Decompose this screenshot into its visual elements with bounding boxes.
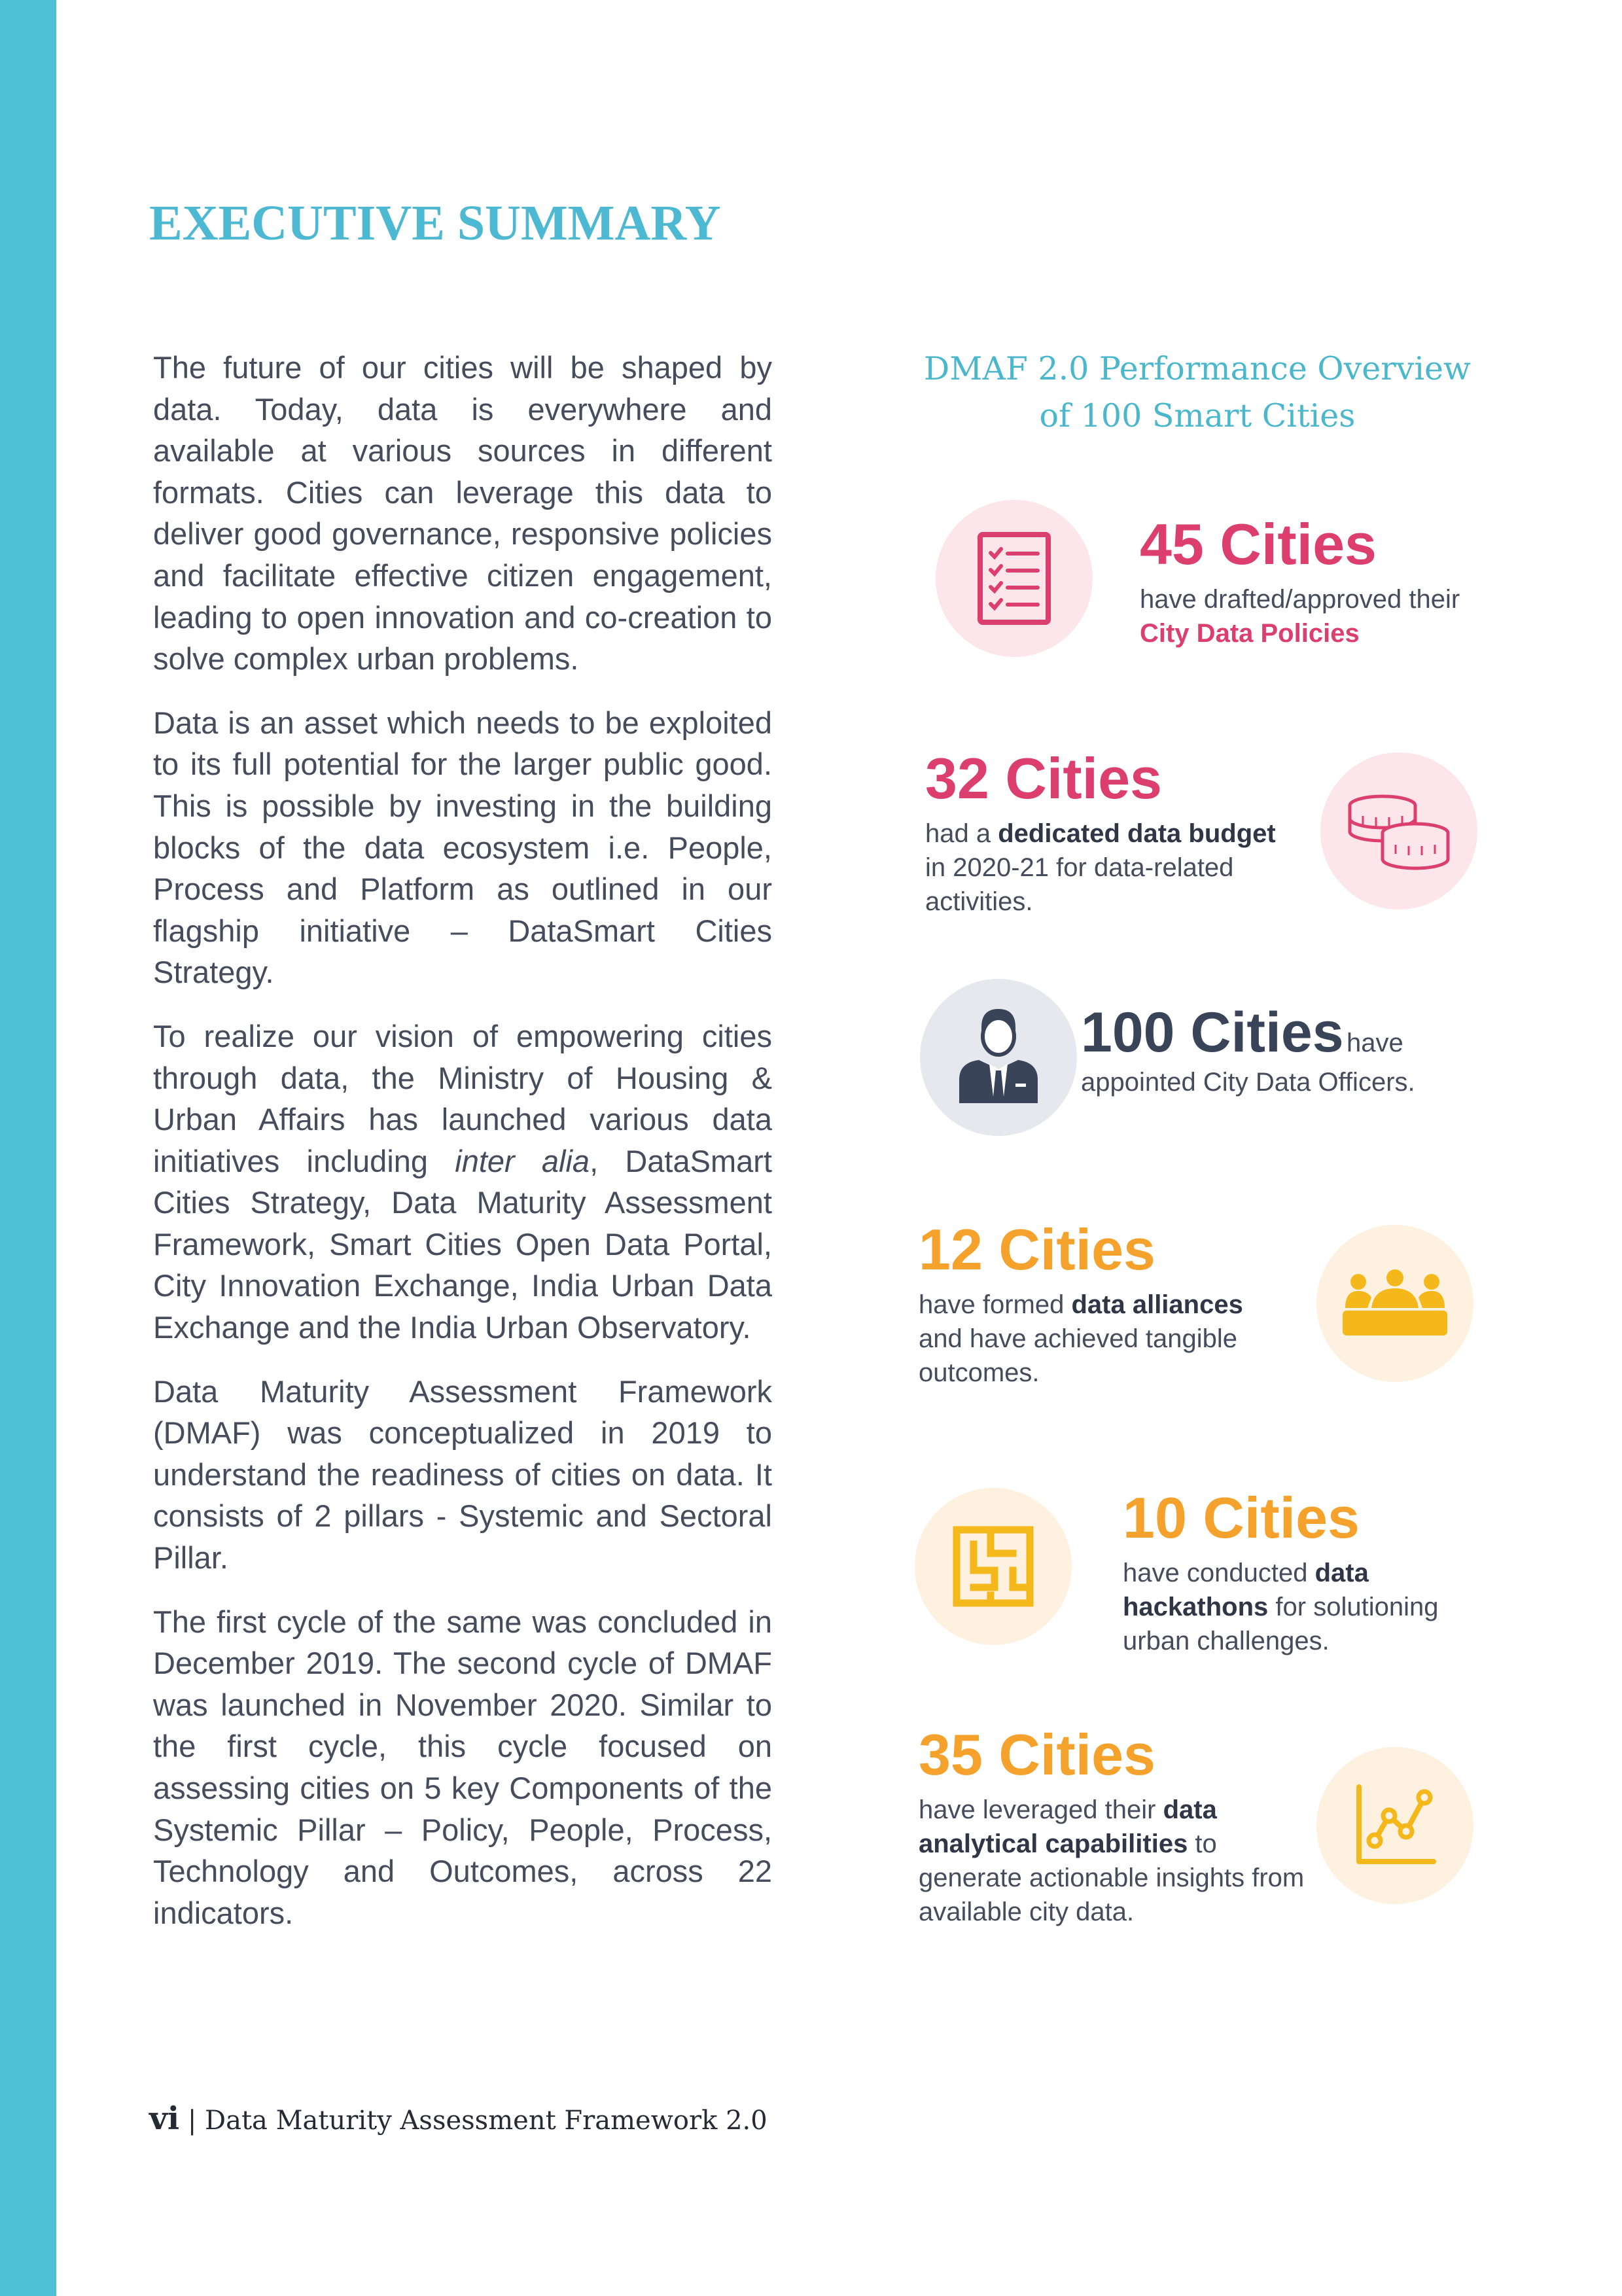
paragraph: The future of our cities will be shaped by data. Today, data is everywhere and available at various sources in different formats. Cities can leverage this data to deliver good governance, responsive policies and facilitate effective citizen engagement, leading to open innovation and co-creation to solve complex urban problems. (153, 350, 772, 677)
page-title: EXECUTIVE SUMMARY (149, 196, 721, 251)
stat-analytical-capabilities: 35 Cities have leveraged their data analytical capabilities to generate actionable insights from available city data. (919, 1722, 1305, 1926)
stat-hackathons: 10 Cities have conducted data hackathons for solutioning urban challenges. (1123, 1485, 1439, 1655)
paragraph: The first cycle of the same was concluded in December 2019. The second cycle of DMAF was launched in November 2020. Similar to the first cycle, this cycle focused on assessing cities on 5 key Components of the Systemic Pillar – Policy, People, Process, Technology and Outcomes, across 22 indicators. (153, 1604, 772, 1930)
stat-city-data-policies: 45 Cities have drafted/approved their City Data Policies (1140, 512, 1460, 648)
stat-data-budget: 32 Cities had a dedicated data budget in 2020-21 for data-related activities. (925, 746, 1276, 916)
page-footer: vi | Data Maturity Assessment Framework 2.0 (149, 2100, 767, 2137)
group-icon (1316, 1225, 1473, 1382)
officer-icon (920, 979, 1077, 1136)
document-title: Data Maturity Assessment Framework 2.0 (205, 2106, 767, 2136)
coins-icon (1320, 752, 1477, 910)
summary-body (153, 347, 772, 1956)
line-chart-icon (1316, 1747, 1473, 1904)
stat-city-data-officers: 100 Cities have appointed City Data Officers. (1081, 1001, 1415, 1097)
paragraph: Data is an asset which needs to be exploited to its full potential for the larger public good. This is possible by investing in the building blocks of the data ecosystem i.e. People, Process and Platform as outlined in our flagship initiative – DataSmart Cities Strategy. (153, 705, 772, 990)
side-accent-bar (0, 0, 56, 2296)
paragraph: Data Maturity Assessment Framework (DMAF) was conceptualized in 2019 to understand the readiness of cities on data. It consists of 2 pillars - Systemic and Sectoral Pillar. (153, 1373, 772, 1576)
paragraph: To realize our vision of empowering cities through data, the Ministry of Housing & Urban Affairs has launched various data initiatives including inter alia, DataSmart Cities Strategy, Data Maturity Assessment Framework, Smart Cities Open Data Portal, City Innovation Exchange, India Urban Data Exchange and the India Urban Observatory. (153, 1018, 772, 1345)
checklist-icon (936, 500, 1093, 657)
page-number: vi (149, 2100, 180, 2137)
stat-data-alliances: 12 Cities have formed data alliances and have achieved tangible outcomes. (919, 1217, 1243, 1387)
overview-title: DMAF 2.0 Performance Overview of 100 Smart Cities (924, 350, 1471, 434)
maze-icon (915, 1488, 1072, 1645)
